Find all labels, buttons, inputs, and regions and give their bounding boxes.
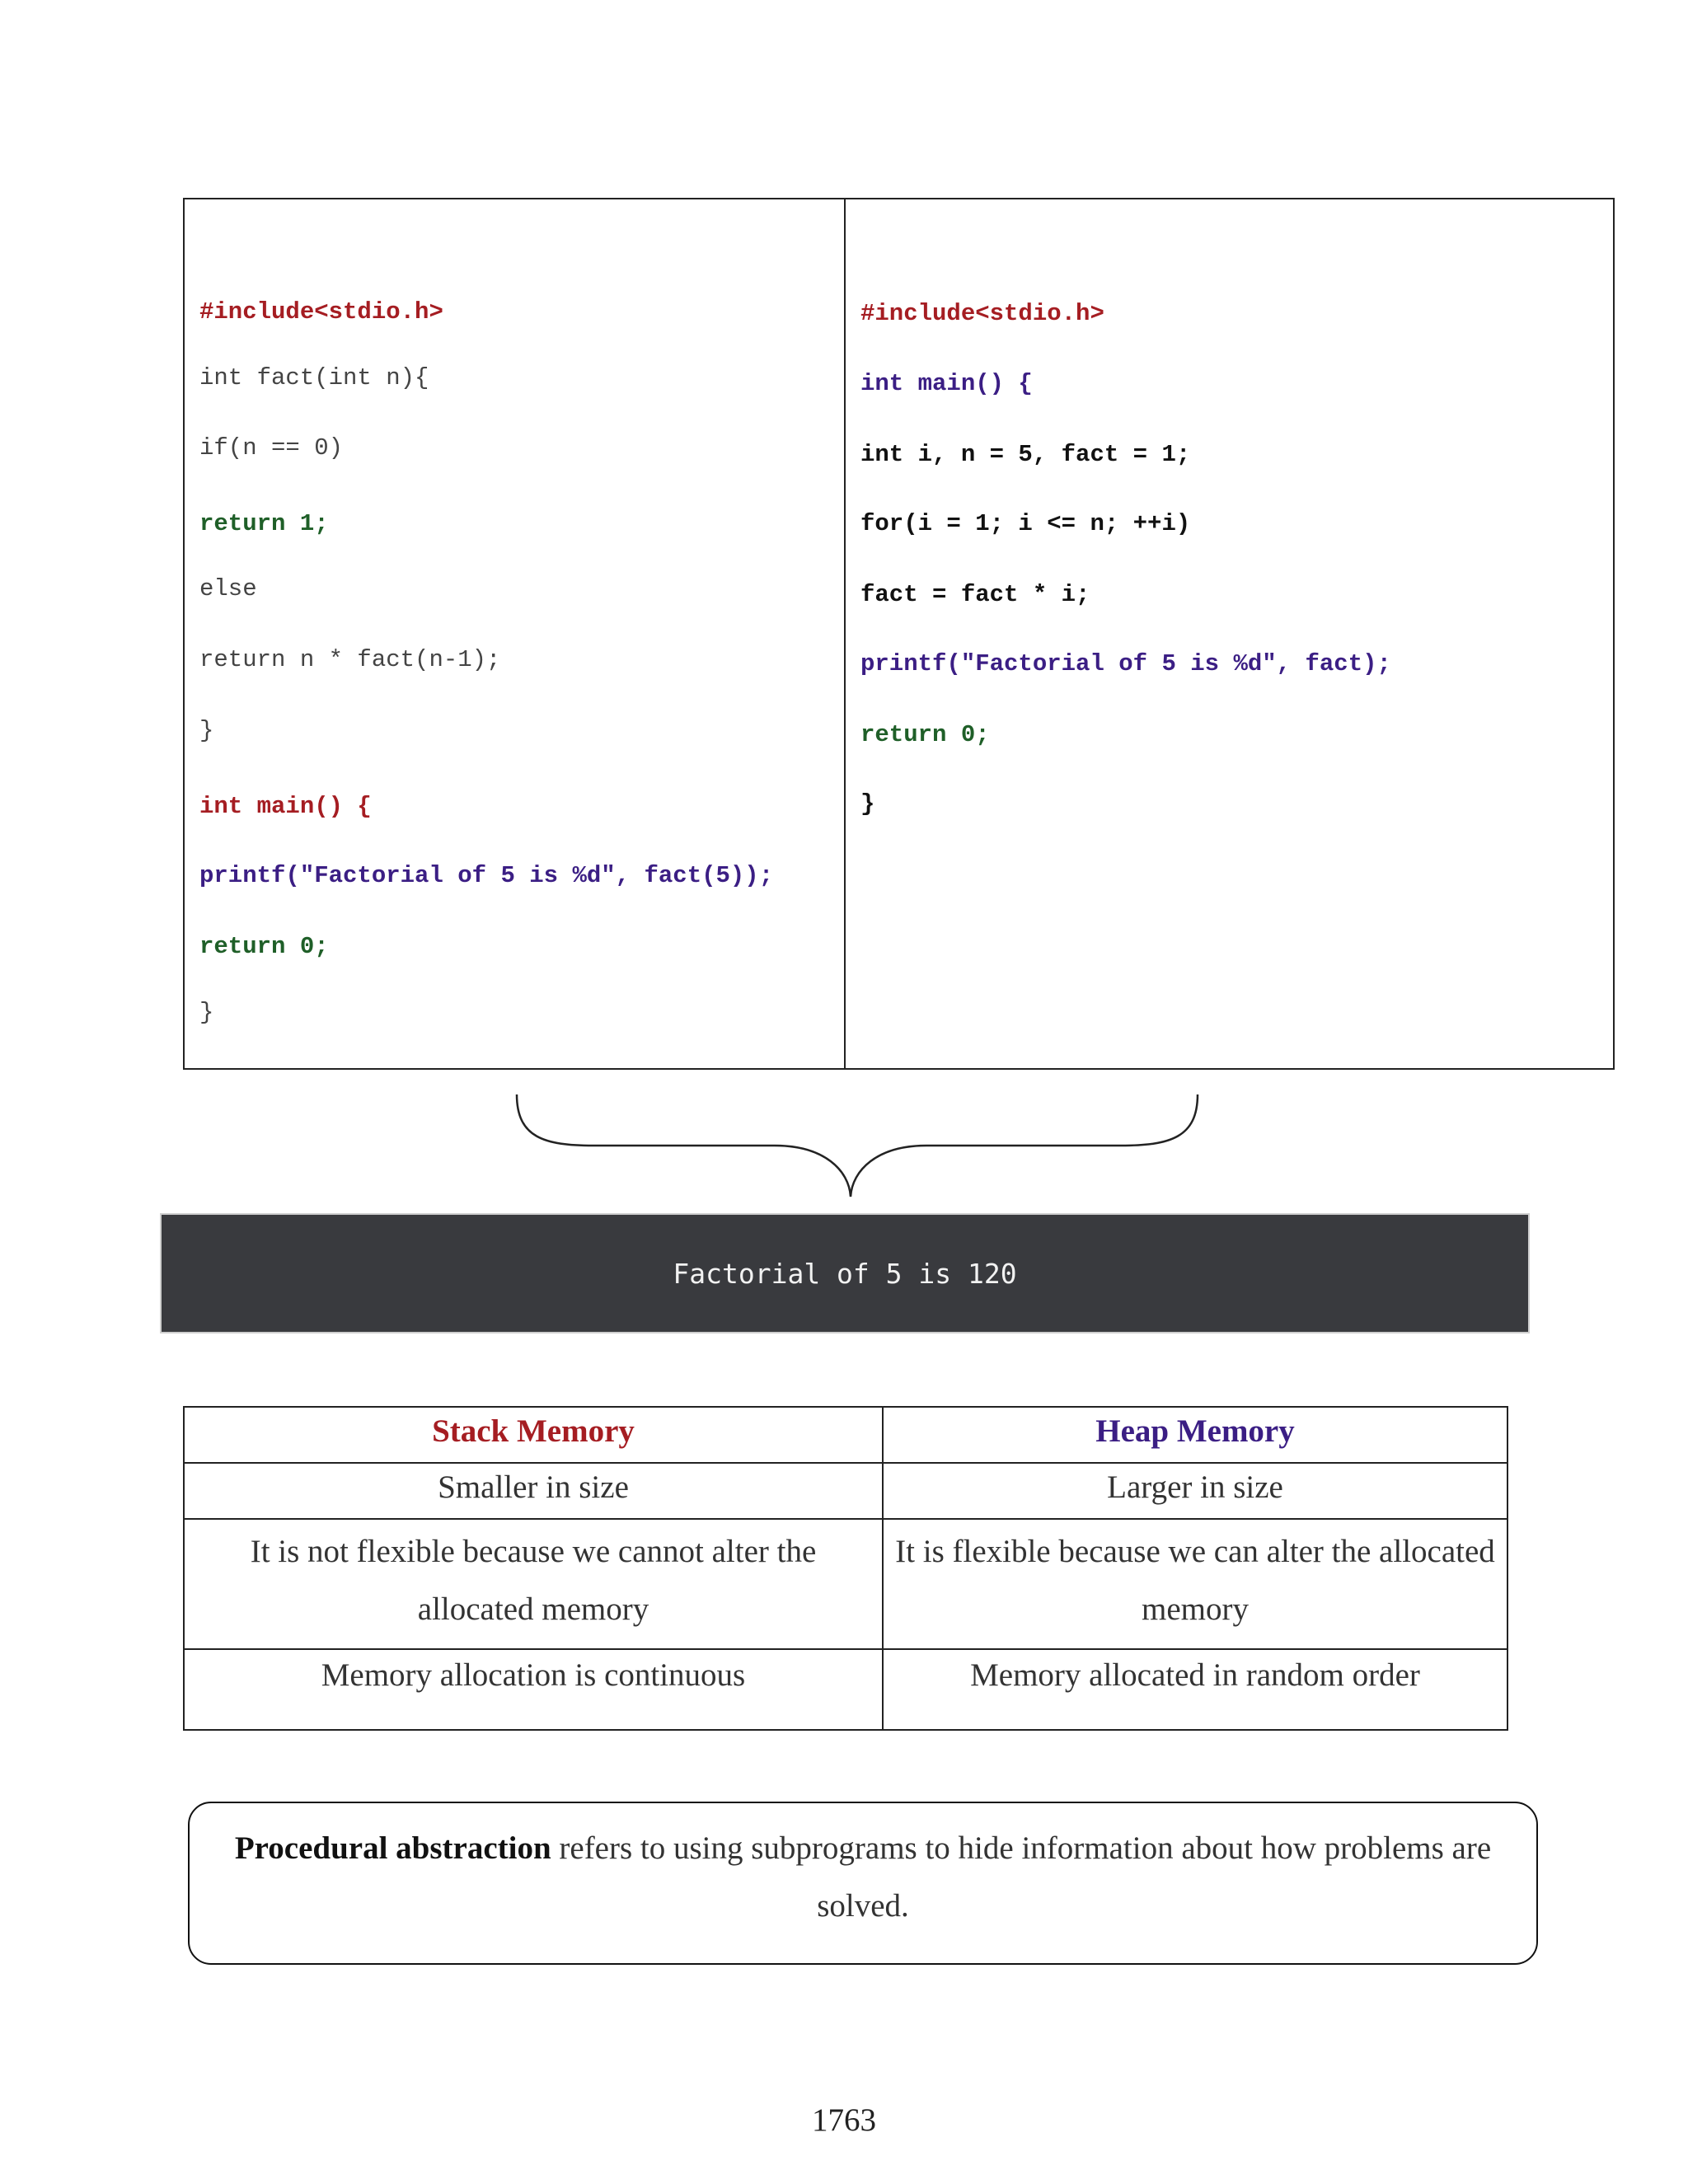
code-line: #include<stdio.h> <box>199 298 443 326</box>
output-text: Factorial of 5 is 120 <box>673 1257 1017 1290</box>
code-comparison-panel <box>183 198 1615 1070</box>
definition-text: refers to using subprograms to hide information about how problems are solved. <box>551 1830 1492 1924</box>
code-line: return 0; <box>199 933 329 960</box>
code-line: } <box>199 717 214 744</box>
code-line: return 0; <box>860 721 990 748</box>
recursive-factorial-code <box>185 199 846 1068</box>
code-line: int main() { <box>199 793 372 820</box>
table-row <box>184 1649 1507 1730</box>
table-row <box>184 1463 1507 1519</box>
iterative-factorial-code <box>846 199 1613 1068</box>
stack-memory-header: Stack Memory <box>184 1407 883 1463</box>
code-line: printf("Factorial of 5 is %d", fact); <box>860 650 1391 677</box>
table-cell: Memory allocated in random order <box>883 1649 1507 1730</box>
code-line: if(n == 0) <box>199 434 344 462</box>
code-line: int main() { <box>860 370 1033 397</box>
code-line: int i, n = 5, fact = 1; <box>860 441 1191 468</box>
definition-box <box>188 1802 1538 1965</box>
code-line: for(i = 1; i <= n; ++i) <box>860 510 1191 537</box>
code-line: return n * fact(n-1); <box>199 646 501 673</box>
code-line: else <box>199 575 257 602</box>
page-number: 1763 <box>812 2102 876 2138</box>
code-line: fact = fact * i; <box>860 581 1090 608</box>
table-cell: Memory allocation is continuous <box>184 1649 883 1730</box>
program-output-console <box>160 1213 1530 1333</box>
table-cell: Smaller in size <box>184 1463 883 1519</box>
code-line: printf("Factorial of 5 is %d", fact(5)); <box>199 862 774 889</box>
definition-term: Procedural abstraction <box>234 1830 551 1866</box>
table-cell: Larger in size <box>883 1463 1507 1519</box>
heap-memory-header: Heap Memory <box>883 1407 1507 1463</box>
curly-brace-connector <box>511 1088 1203 1203</box>
table-header-row <box>184 1407 1507 1463</box>
table-row <box>184 1519 1507 1649</box>
code-line: } <box>860 790 875 818</box>
table-cell: It is not flexible because we cannot alter the allocated memory <box>184 1519 883 1649</box>
code-line: return 1; <box>199 510 329 537</box>
memory-comparison-table <box>183 1406 1508 1731</box>
table-cell: It is flexible because we can alter the allocated memory <box>883 1519 1507 1649</box>
code-line: int fact(int n){ <box>199 364 429 391</box>
code-line: } <box>199 999 214 1026</box>
code-line: #include<stdio.h> <box>860 300 1104 327</box>
